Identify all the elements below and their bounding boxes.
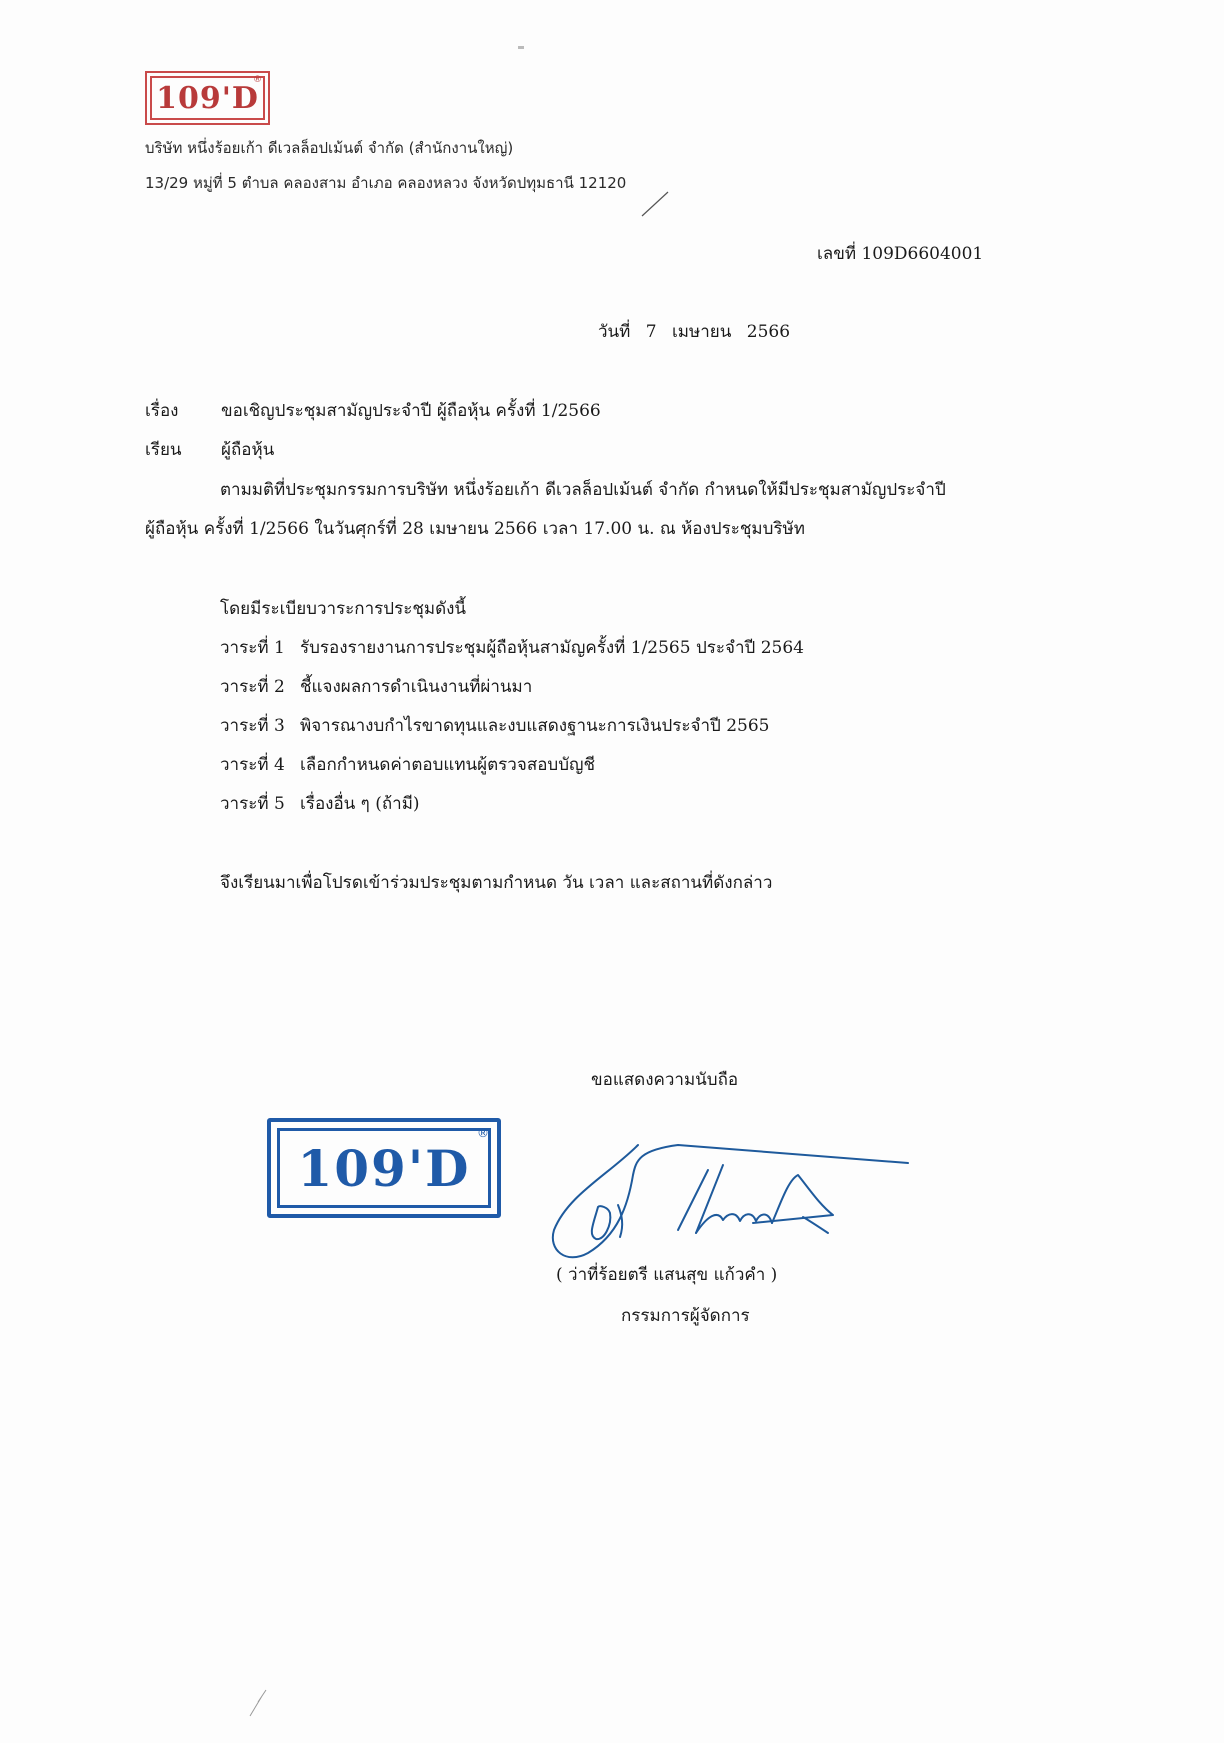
agenda-item [220, 712, 769, 739]
subject-line [145, 397, 601, 424]
agenda-item [220, 634, 804, 661]
signer-title: กรรมการผู้จัดการ [621, 1306, 750, 1326]
stamp-registered-mark: ® [477, 1126, 489, 1140]
agenda-number: วาระที่ 5 [220, 794, 285, 814]
closing-salutation: ขอแสดงความนับถือ [591, 1070, 739, 1090]
body-paragraph-line-2: ผู้ถือหุ้น ครั้งที่ 1/2566 ในวันศุกร์ที่ 28 เมษายน 2566 เวลา 17.00 น. ณ ห้องประชุมบริษัท [145, 519, 805, 539]
company-logo [145, 71, 270, 125]
handwritten-signature [548, 1135, 918, 1265]
signer-name: ( ว่าที่ร้อยตรี แสนสุข แก้วคำ ) [556, 1265, 778, 1285]
company-stamp-text: 109'D [277, 1128, 491, 1208]
recipient-line [145, 436, 274, 463]
company-name: บริษัท หนึ่งร้อยเก้า ดีเวลล็อปเม้นต์ จำกัด (สำนักงานใหญ่) [145, 139, 514, 157]
scan-mark [248, 1688, 268, 1718]
agenda-text: รับรองรายงานการประชุมผู้ถือหุ้นสามัญครั้งที่ 1/2565 ประจำปี 2564 [300, 638, 804, 658]
agenda-item [220, 790, 420, 817]
scan-speck [518, 46, 524, 49]
agenda-number: วาระที่ 1 [220, 638, 285, 658]
agenda-text: เลือกกำหนดค่าตอบแทนผู้ตรวจสอบบัญชี [300, 755, 596, 775]
registered-mark: ® [253, 75, 262, 85]
closing-request: จึงเรียนมาเพื่อโปรดเข้าร่วมประชุมตามกำหนด วัน เวลา และสถานที่ดังกล่าว [220, 873, 773, 893]
agenda-number: วาระที่ 3 [220, 716, 285, 736]
recipient-label: เรียน [145, 440, 182, 460]
company-logo-text: 109'D [150, 76, 265, 120]
document-date: วันที่ 7 เมษายน 2566 [598, 322, 791, 342]
agenda-number: วาระที่ 4 [220, 755, 285, 775]
body-paragraph-line-1: ตามมติที่ประชุมกรรมการบริษัท หนึ่งร้อยเก้า ดีเวลล็อปเม้นต์ จำกัด กำหนดให้มีประชุมสามัญประจำปี [220, 480, 946, 500]
agenda-text: พิจารณางบกำไรขาดทุนและงบแสดงฐานะการเงินประจำปี 2565 [300, 716, 770, 736]
recipient-text: ผู้ถือหุ้น [221, 440, 275, 460]
subject-label: เรื่อง [145, 401, 179, 421]
company-stamp [267, 1118, 501, 1218]
agenda-text: เรื่องอื่น ๆ (ถ้ามี) [300, 794, 420, 814]
company-address: 13/29 หมู่ที่ 5 ตำบล คลองสาม อำเภอ คลองหลวง จังหวัดปทุมธานี 12120 [145, 174, 627, 192]
agenda-item [220, 751, 595, 778]
agenda-item [220, 673, 532, 700]
document-number: เลขที่ 109D6604001 [817, 244, 984, 264]
subject-text: ขอเชิญประชุมสามัญประจำปี ผู้ถือหุ้น ครั้งที่ 1/2566 [221, 401, 601, 421]
pen-stroke-mark [640, 190, 670, 218]
agenda-intro: โดยมีระเบียบวาระการประชุมดังนี้ [220, 599, 467, 619]
agenda-number: วาระที่ 2 [220, 677, 285, 697]
agenda-text: ชี้แจงผลการดำเนินงานที่ผ่านมา [300, 677, 533, 697]
